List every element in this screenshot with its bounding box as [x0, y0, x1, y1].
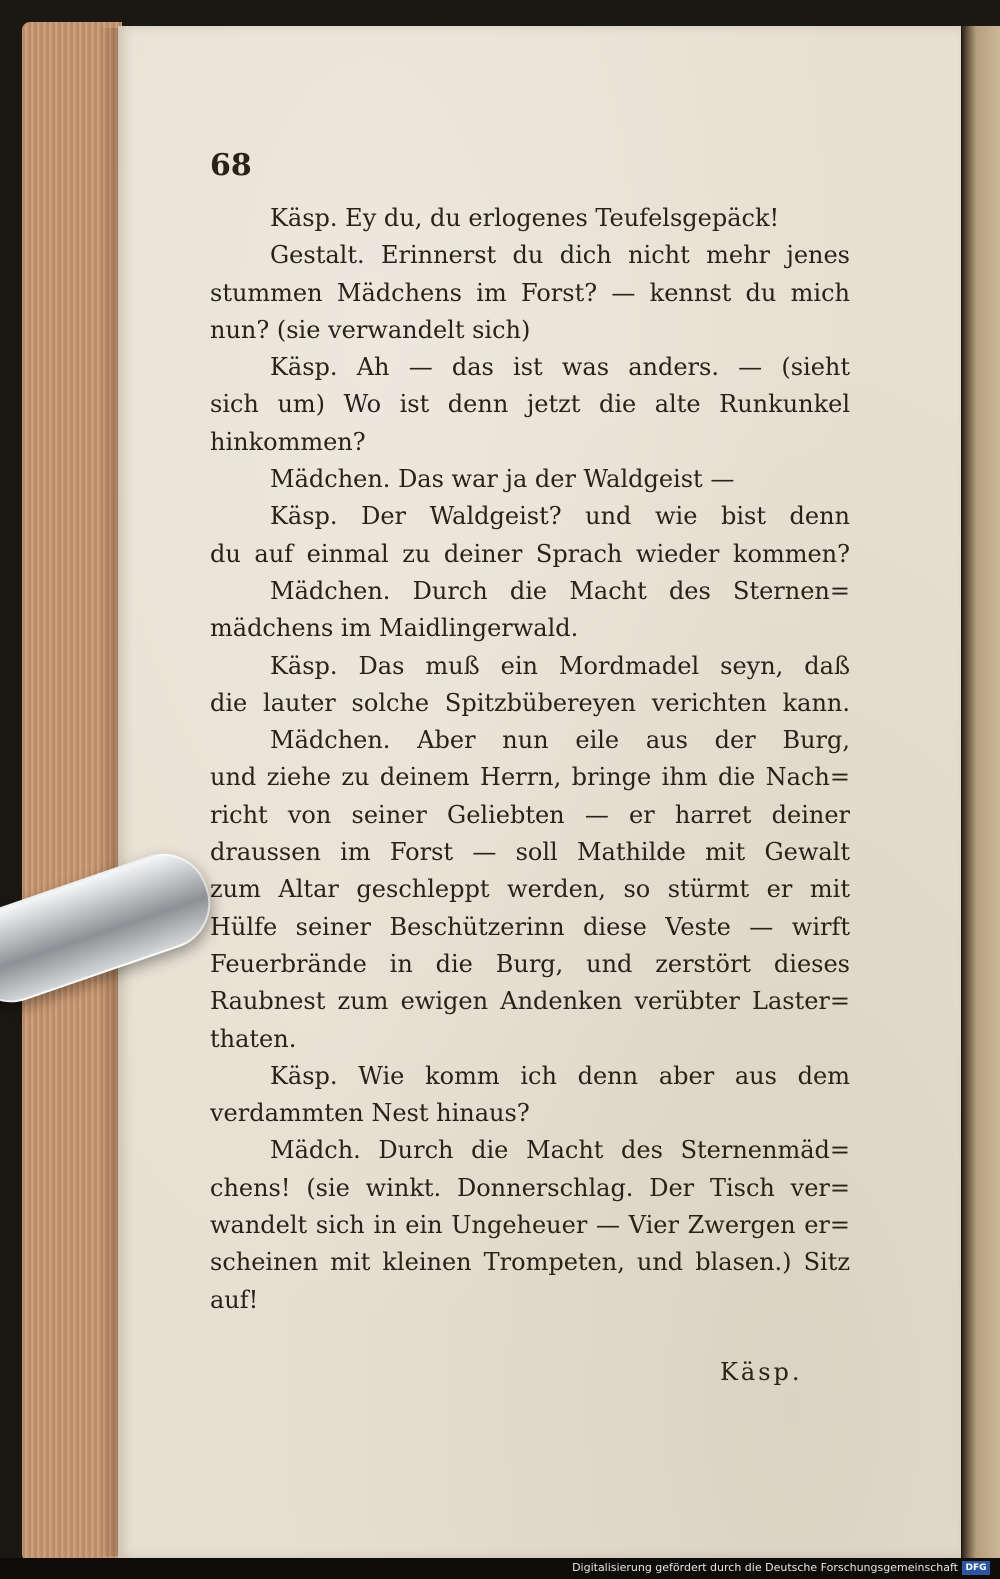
text-line: Mädchen. Aber nun eile aus der Burg,: [270, 726, 850, 755]
text-line: und ziehe zu deinem Herrn, bringe ihm die Nach=: [210, 763, 850, 792]
text-line: Raubnest zum ewigen Andenken verübter Laster=: [210, 987, 850, 1016]
text-line: die lauter solche Spitzbübereyen verichten kann.: [210, 688, 850, 717]
text-line: Hülfe seiner Beschützerinn diese Veste — wirft: [210, 912, 850, 941]
text-line: Feuerbrände in die Burg, und zerstört dieses: [210, 949, 850, 978]
text-line: nun? (sie verwandelt sich): [210, 315, 531, 344]
text-line: hinkommen?: [210, 427, 366, 456]
text-line: Gestalt. Erinnerst du dich nicht mehr jenes: [270, 241, 850, 270]
catchword: Käsp.: [720, 1358, 803, 1386]
text-line: zum Altar geschleppt werden, so stürmt er mit: [210, 875, 850, 904]
text-line: wandelt sich in ein Ungeheuer — Vier Zwergen er=: [210, 1211, 850, 1240]
text-line: draussen im Forst — soll Mathilde mit Gewalt: [210, 838, 850, 867]
text-line: scheinen mit kleinen Trompeten, und blasen.) Sitz: [210, 1248, 850, 1277]
text-line: Käsp. Ah — das ist was anders. — (sieht: [270, 353, 850, 382]
digitization-credit: Digitalisierung gefördert durch die Deutsche Forschungsgemeinschaft: [572, 1561, 958, 1574]
text-line: thaten.: [210, 1024, 297, 1053]
text-line: Käsp. Das muß ein Mordmadel seyn, daß: [270, 651, 850, 680]
text-line: Käsp. Ey du, du erlogenes Teufelsgepäck!: [270, 204, 780, 232]
facing-page-edge: [962, 26, 1000, 1558]
text-line: auf!: [210, 1285, 259, 1314]
text-line: Käsp. Der Waldgeist? und wie bist denn: [270, 502, 850, 531]
text-line: mädchens im Maidlingerwald.: [210, 614, 579, 643]
text-line: Mädchen. Durch die Macht des Sternen=: [270, 576, 850, 605]
text-line: du auf einmal zu deiner Sprach wieder kommen?: [210, 539, 850, 568]
text-line: Käsp. Wie komm ich denn aber aus dem: [270, 1061, 850, 1090]
page-text: [210, 200, 850, 1319]
text-line: stummen Mädchens im Forst? — kennst du mich: [210, 278, 850, 307]
text-line: richt von seiner Geliebten — er harret deiner: [210, 800, 850, 829]
dfg-logo-icon: DFG: [962, 1561, 990, 1575]
page-number: 68: [210, 148, 252, 183]
text-line: Mädch. Durch die Macht des Sternenmäd=: [270, 1136, 850, 1165]
text-line: sich um) Wo ist denn jetzt die alte Runkunkel: [210, 390, 850, 419]
text-line: verdammten Nest hinaus?: [210, 1099, 530, 1128]
text-line: chens! (sie winkt. Donnerschlag. Der Tisch ver=: [210, 1173, 850, 1202]
text-line: Mädchen. Das war ja der Waldgeist —: [270, 465, 735, 494]
